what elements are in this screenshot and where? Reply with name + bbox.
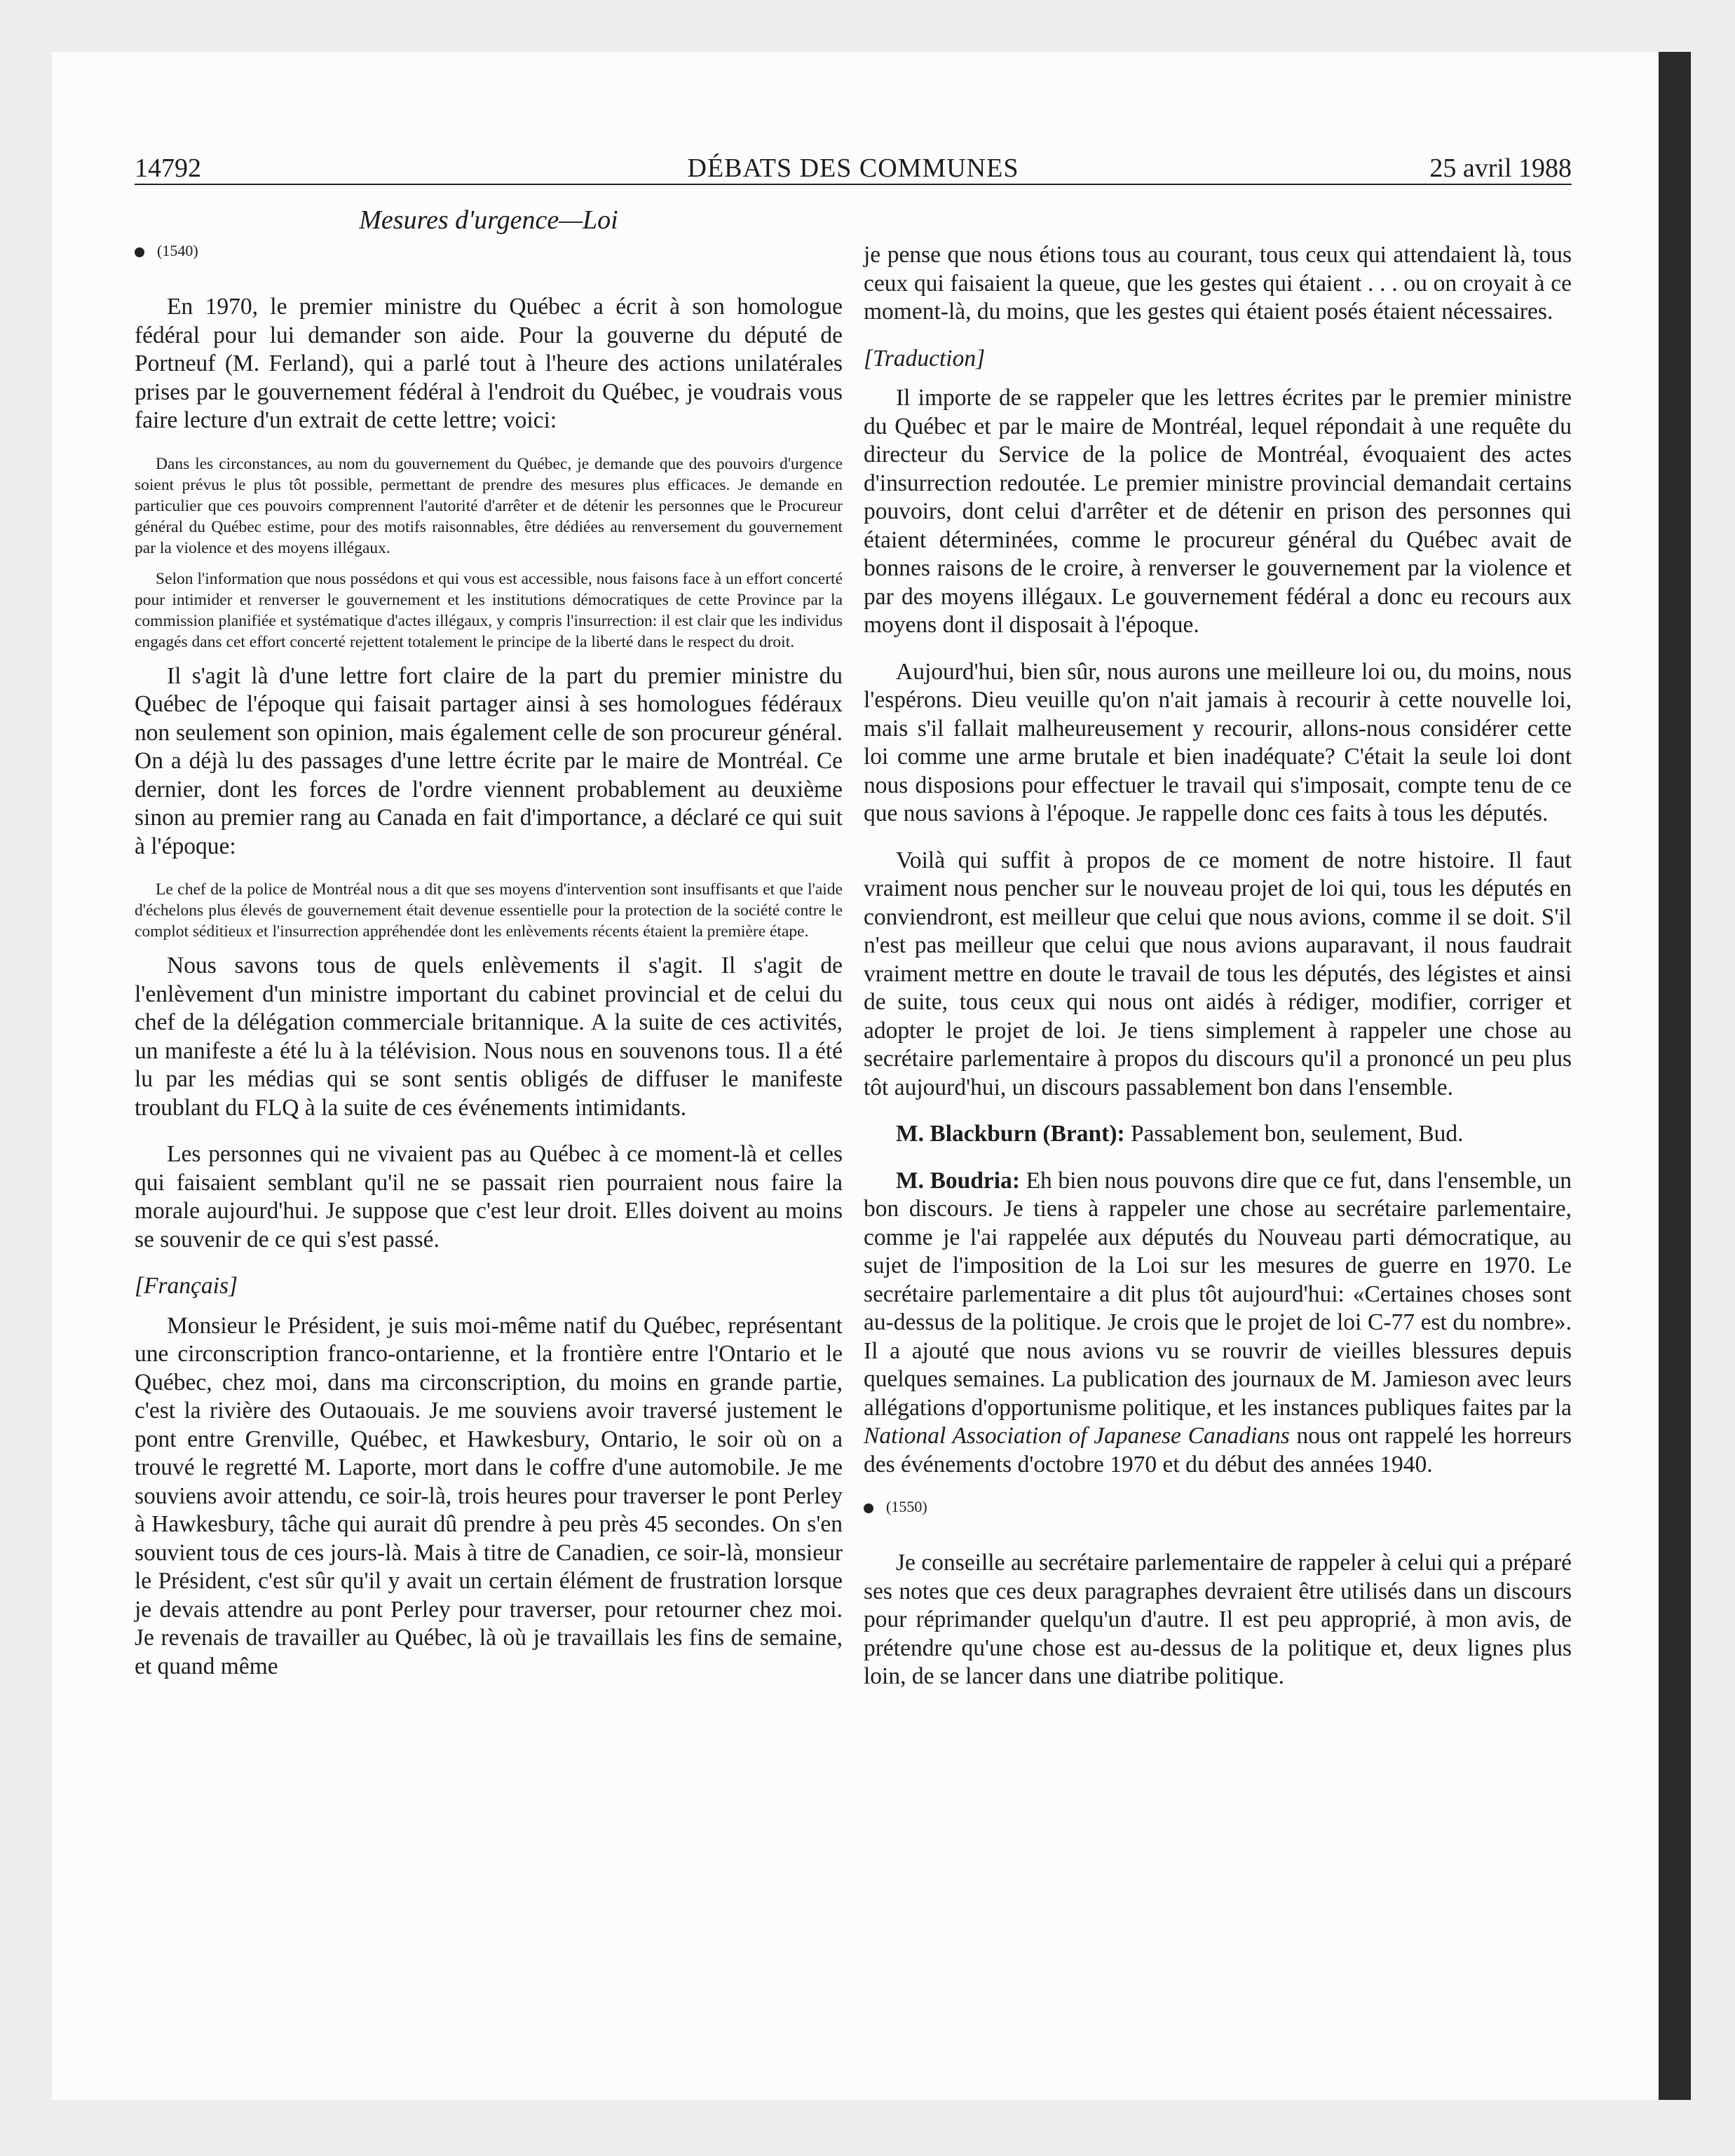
- bullet-icon: [864, 1503, 873, 1513]
- scan-edge-shadow: [1659, 52, 1691, 2100]
- paragraph: En 1970, le premier ministre du Québec a écrit à son homologue fédéral pour lui demander son aide. Pour la gouverne du député de Portneuf (M. Ferland), qui a parlé tout à l'heure des actions unilatérales prises par le gouvernement fédéral à l'endroit du Québec, je voudrais vous faire lecture d'un extrait de cette lettre; voici:: [135, 294, 843, 433]
- paragraph: Nous savons tous de quels enlèvements il s'agit. Il s'agit de l'enlèvement d'un ministre important du cabinet provincial et de celui du chef de la délégation commerciale britannique. A la suite de ces activités, un manifeste a été lu à la télévision. Nous nous en souvenons tous. Il a été lu par les médias qui se sont sentis obligés de diffuser le manifeste troublant du FLQ à la suite de ces événements intimidants.: [135, 953, 843, 1121]
- paragraph: Les personnes qui ne vivaient pas au Québec à ce moment-là et celles qui faisaient semblant qu'il ne se passait rien pourraient nous faire la morale aujourd'hui. Je suppose que c'est leur droit. Elles doivent au moins se souvenir de ce qui s'est passé.: [135, 1141, 843, 1253]
- paragraph: Il s'agit là d'une lettre fort claire de la part du premier ministre du Québec de l'époque qui faisait partager ainsi à ses homologues fédéraux non seulement son opinion, mais également celle de son procureur général. On a déjà lu des passages d'une lettre écrite par le maire de Montréal. Ce dernier, dont les forces de l'ordre viennent probablement au deuxième sinon au premier rang au Canada en fait d'importance, a déclaré ce qui suit à l'époque:: [135, 662, 843, 859]
- paragraph: Voilà qui suffit à propos de ce moment de notre histoire. Il faut vraiment nous pencher sur le nouveau projet de loi qui, tous les députés en conviendront, est meilleur que celui que nous avions, comme il se doit. S'il n'est pas meilleur que celui que nous avions auparavant, il nous faudrait vraiment mettre en doute le travail de tous les députés, des légistes et ainsi de suite, tous ceux qui nous ont aidés à rédiger, modifier, corriger et adopter le projet de loi. Je tiens simplement à rappeler une chose au secrétaire parlementaire à propos du discours qu'il a prononcé un peu plus tôt aujourd'hui, un discours passablement bon dans l'ensemble.: [864, 847, 1572, 1100]
- page-number: 14792: [135, 153, 201, 183]
- quotation: Selon l'information que nous possédons et qui vous est accessible, nous faisons face à un effort concerté pour intimider et renverser le gouvernement et les institutions démocratiques de cette Province par la commission planifiée et systématique d'actes illégaux, y compris l'insurrection: il est clair que les individus engagés dans cet effort concerté rejettent totalement le principe de la liberté dans le respect du droit.: [135, 569, 843, 651]
- page-header: [135, 153, 1572, 185]
- running-head: Mesures d'urgence—Loi: [359, 205, 618, 235]
- speech: [864, 1167, 1572, 1480]
- speech-text: Passablement bon, seulement, Bud.: [1131, 1121, 1464, 1147]
- bullet-icon: [135, 247, 144, 257]
- language-tag: [Traduction]: [864, 345, 986, 371]
- paragraph: Monsieur le Président, je suis moi-même natif du Québec, représentant une circonscription franco-ontarienne, et la frontière entre l'Ontario et le Québec, chez moi, dans ma circonscription, du moins en grande partie, c'est la rivière des Outaouais. Je me souviens avoir traversé justement le pont entre Grenville, Québec, et Hawkesbury, Ontario, le soir où on a trouvé le regretté M. Laporte, mort dans le coffre d'une automobile. Je me souviens avoir attendu, ce soir-là, trois heures pour traverser le pont Perley à Hawkesbury, tâche qui aurait dû prendre à peu près 45 secondes. On s'en souvient tous de ces jours-là. Mais à titre de Canadien, ce soir-là, monsieur le Président, c'est sûr qu'il y avait un certain élément de frustration lorsque je devais attendre au pont Perley pour traverser, pour retourner chez moi. Je revenais de travailler au Québec, là où je travaillais les fins de semaine, et quand même: [135, 1312, 843, 1679]
- journal-title: DÉBATS DES COMMUNES: [687, 153, 1019, 183]
- time-marker: [864, 1497, 1572, 1539]
- quotation: Le chef de la police de Montréal nous a dit que ses moyens d'intervention sont insuffisants et que l'aide d'échelons plus élevés de gouvernement était devenue essentielle pour la protection de la société contre le complot séditieux et l'insurrection appréhendée dont les enlèvements récents étaient la première étape.: [135, 880, 843, 941]
- paragraph: je pense que nous étions tous au courant, tous ceux qui attendaient là, tous ceux qui faisaient la queue, que les gestes qui étaient . . . ou on croyait à ce moment-là, du moins, que les gestes qui étaient posés étaient nécessaires.: [864, 242, 1572, 325]
- issue-date: 25 avril 1988: [1429, 153, 1572, 183]
- organization-name: National Association of Japanese Canadians: [864, 1423, 1290, 1449]
- time-marker: [135, 241, 843, 283]
- speaker-name: M. Blackburn (Brant):: [896, 1121, 1125, 1147]
- time-marker-label: (1550): [886, 1498, 927, 1515]
- paragraph: Je conseille au secrétaire parlementaire de rappeler à celui qui a préparé ses notes que ces deux paragraphes devraient être utilisés dans un discours pour réprimander quelqu'un d'autre. Il est peu approprié, à mon avis, de prétendre qu'une chose est au-dessus de la politique et, deux lignes plus loin, de se lancer dans une diatribe politique.: [864, 1550, 1572, 1689]
- speech-text: nous ont rappelé les horreurs des événements d'octobre 1970 et du début des années 1940.: [864, 1423, 1572, 1478]
- time-marker-label: (1540): [157, 242, 198, 259]
- right-column: [864, 241, 1572, 1710]
- quotation: Dans les circonstances, au nom du gouvernement du Québec, je demande que des pouvoirs d'urgence soient prévus le plus tôt possible, permettant de prendre des mesures plus efficaces. Je demande en particulier que ces pouvoirs comprennent l'autorité d'arrêter et de détenir les personnes que le Procureur général du Québec estime, pour des motifs raisonnables, être dédiées au renversement du gouvernement par la violence et des moyens illégaux.: [135, 454, 843, 557]
- paragraph: Il importe de se rappeler que les lettres écrites par le premier ministre du Québec et par le maire de Montréal, lequel répondait à une requête du directeur du Service de la police de Montréal, évoquaient des actes d'insurrection redoutée. Le premier ministre provincial demandait certains pouvoirs, dont celui d'arrêter et de détenir en prison des personnes qui étaient déterminées, comme le procureur général du Québec avait de bonnes raisons de le croire, à renverser le gouvernement par la violence et par des moyens illégaux. Le gouvernement fédéral a donc eu recours aux moyens dont il disposait à l'époque.: [864, 385, 1572, 638]
- speech: [864, 1120, 1572, 1149]
- paragraph: Aujourd'hui, bien sûr, nous aurons une meilleure loi ou, du moins, nous l'espérons. Dieu veuille qu'on n'ait jamais à recourir à cette nouvelle loi, mais s'il fallait malheureusement y recourir, allons-nous considérer cette loi comme une arme brutale et bien inadéquate? C'était la seule loi dont nous disposions pour effectuer le travail qui s'imposait, compte tenu de ce que nous savions à l'époque. Je rappelle donc ces faits à tous les députés.: [864, 658, 1572, 826]
- speech-text: Eh bien nous pouvons dire que ce fut, dans l'ensemble, un bon discours. Je tiens à rappeler une chose au secrétaire parlementaire, comme je l'ai rappelée aux députés du Nouveau parti démocratique, au sujet de l'imposition de la Loi sur les mesures de guerre en 1970. Le secrétaire parlementaire a dit plus tôt aujourd'hui: «Certaines choses sont au-dessus de la politique. Je crois que le projet de loi C-77 est du nombre». Il a ajouté que nous avions vu se rouvrir de vieilles blessures depuis quelques semaines. La publication des journaux de M. Jamieson avec leurs allégations d'opportunisme politique, et les instances publiques faites par la: [864, 1167, 1572, 1421]
- speaker-name: M. Boudria:: [896, 1167, 1021, 1194]
- left-column: [135, 241, 843, 1699]
- language-tag: [Français]: [135, 1273, 238, 1299]
